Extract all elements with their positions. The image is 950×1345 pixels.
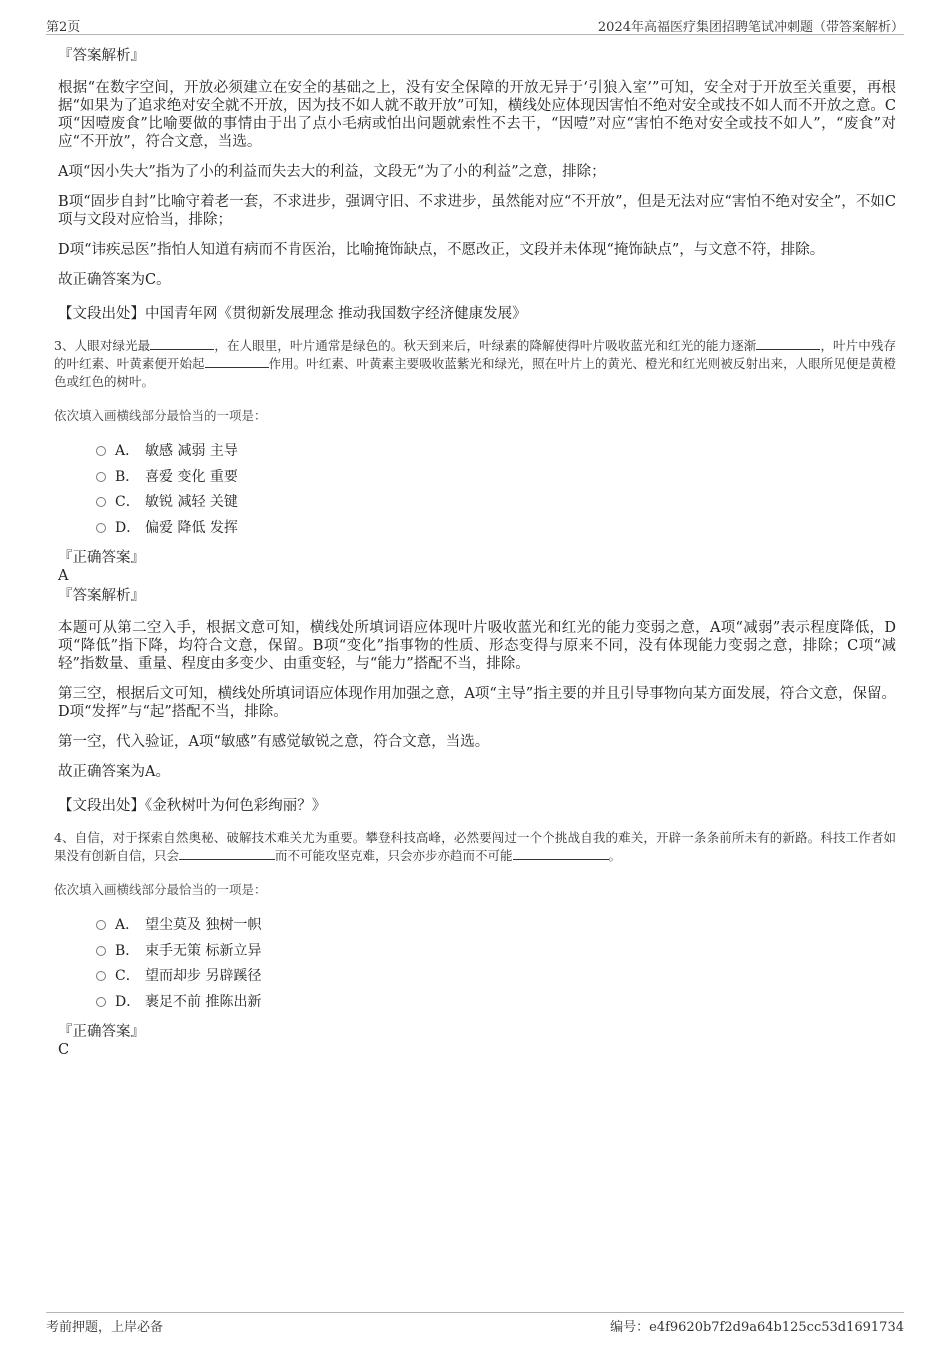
analysis-block-q2 [58,44,896,323]
analysis-conclusion: 故正确答案为A。 [58,764,170,780]
radio-icon[interactable] [96,971,106,981]
radio-icon[interactable] [96,472,106,482]
radio-icon[interactable] [96,497,106,507]
fill-blank [179,847,275,860]
option-list [58,439,896,541]
footer-slogan: 考前押题，上岸必备 [46,1320,164,1335]
option-c[interactable]: C． 敏锐 减轻 关键 [96,490,896,516]
passage-source: 【文段出处】中国青年网《贯彻新发展理念 推动我国数字经济健康发展》 [58,306,527,322]
question-3 [54,337,896,815]
fill-blank [205,355,269,368]
question-stem: 4、自信，对于探索自然奥秘、破解技术难关尤为重要。攀登科技高峰，必然要闯过一个个挑战自我的难关，开辟一条条前所未有的新路。科技工作者如果没有创新自信，只会 而不可能攻坚克难，只会亦步亦趋而不可能 。 [54,830,896,863]
page-footer [46,1312,904,1337]
analysis-paragraph: B项“固步自封”比喻守着老一套，不求进步，强调守旧、不求进步，虽然能对应“不开放”，但是无法对应“害怕不绝对安全”，不如C项与文段对应恰当，排除； [58,194,896,228]
analysis-label: 『答案解析』 [58,48,145,64]
analysis-paragraph: 第一空，代入验证，A项“敏感”有感觉敏锐之意，符合文意，当选。 [58,734,490,750]
question-instruction: 依次填入画横线部分最恰当的一项是： [54,408,267,423]
page-number: 第2页 [46,20,81,35]
correct-answer: A [58,568,69,584]
document-code: 编号：e4f9620b7f2d9a64b125cc53d1691734 [610,1320,904,1335]
page-content [54,44,896,1059]
correct-answer-label: 『正确答案』 [58,550,145,566]
radio-icon[interactable] [96,523,106,533]
document-title: 2024年高福医疗集团招聘笔试冲刺题（带答案解析） [597,20,904,35]
question-stem: 3、人眼对绿光最 ，在人眼里，叶片通常是绿色的。秋天到来后，叶绿素的降解使得叶片吸收蓝光和红光的能力逐渐 ，叶片中残存的叶红素、叶黄素便开始起 作用。叶红素、叶黄素主要吸收蓝紫光和绿光，照在叶片上的黄光、橙光和红光则被反射出来，人眼所见便是黄橙色或红色的树叶。 [54,338,896,389]
radio-icon[interactable] [96,946,106,956]
passage-source: 【文段出处】《金秋树叶为何色彩绚丽？》 [58,798,327,814]
option-a[interactable]: A． 敏感 减弱 主导 [96,439,896,465]
analysis-paragraph: 本题可从第二空入手，根据文意可知，横线处所填词语应体现叶片吸收蓝光和红光的能力变弱之意，A项“减弱”表示程度降低，D项“降低”指下降，均符合文意，保留。B项“变化”指事物的性质、形态变得与原来不同，没有体现能力变弱之意，排除；C项“减轻”指数量、重量、程度由多变少、由重变轻，与“能力”搭配不当，排除。 [58,620,896,672]
analysis-paragraph: A项“因小失大”指为了小的利益而失去大的利益，文段无“为了小的利益”之意，排除； [58,164,606,180]
option-a[interactable]: A． 望尘莫及 独树一帜 [96,913,896,939]
option-d[interactable]: D． 偏爱 降低 发挥 [96,516,896,542]
analysis-conclusion: 故正确答案为C。 [58,272,171,288]
radio-icon[interactable] [96,446,106,456]
analysis-label: 『答案解析』 [58,588,145,604]
analysis-paragraph: 第三空，根据后文可知，横线处所填词语应体现作用加强之意，A项“主导”指主要的并且引导事物向某方面发展，符合文意，保留。D项“发挥”与“起”搭配不当，排除。 [58,686,896,720]
question-instruction: 依次填入画横线部分最恰当的一项是： [54,882,267,897]
fill-blank [150,337,214,350]
fill-blank [756,337,820,350]
option-d[interactable]: D． 裹足不前 推陈出新 [96,990,896,1016]
option-c[interactable]: C． 望而却步 另辟蹊径 [96,964,896,990]
option-b[interactable]: B． 束手无策 标新立异 [96,939,896,965]
question-4 [54,829,896,1059]
option-b[interactable]: B． 喜爱 变化 重要 [96,465,896,491]
radio-icon[interactable] [96,997,106,1007]
correct-answer: C [58,1042,70,1058]
radio-icon[interactable] [96,920,106,930]
correct-answer-label: 『正确答案』 [58,1024,145,1040]
analysis-paragraph: 根据“在数字空间，开放必须建立在安全的基础之上，没有安全保障的开放无异于‘引狼入室’”可知，安全对于开放至关重要，再根据“如果为了追求绝对安全就不开放，因为技不如人就不敢开放”可知，横线处应体现因害怕不绝对安全或技不如人而不开放之意。C项“因噎废食”比喻要做的事情由于出了点小毛病或怕出问题就索性不去干，“因噎”对应“害怕不绝对安全或技不如人”，“废食”对应“不开放”，符合文意，当选。 [58,80,896,150]
page-header [46,12,904,35]
option-list [58,913,896,1015]
fill-blank [513,847,609,860]
analysis-paragraph: D项“讳疾忌医”指怕人知道有病而不肯医治，比喻掩饰缺点，不愿改正，文段并未体现“掩饰缺点”，与文意不符，排除。 [58,242,825,258]
